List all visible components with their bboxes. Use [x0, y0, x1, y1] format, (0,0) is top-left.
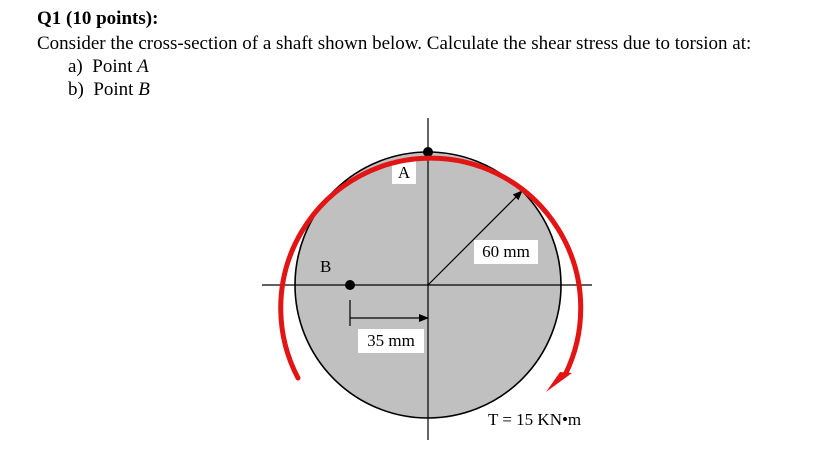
torque-arrowhead — [546, 372, 572, 392]
part-b-text: Point — [93, 79, 134, 100]
point-a-dot — [423, 147, 433, 157]
point-b-label: B — [320, 257, 332, 276]
part-a-text: Point — [92, 56, 133, 77]
point-b-dot — [345, 280, 355, 290]
question-title: Q1 (10 points): — [37, 8, 159, 29]
point-a-label: A — [397, 163, 411, 182]
part-b-point: B — [138, 79, 150, 100]
question-prompt: Consider the cross-section of a shaft shown below. Calculate the shear stress due to torsion at: — [37, 33, 752, 54]
part-b-marker: b) — [68, 79, 84, 100]
offset-label: 35 mm — [367, 331, 415, 350]
torque-label: T = 15 KN•m — [488, 410, 582, 429]
part-a-point: A — [137, 56, 149, 77]
part-a-marker: a) — [68, 56, 83, 77]
radius-label: 60 mm — [482, 242, 530, 261]
